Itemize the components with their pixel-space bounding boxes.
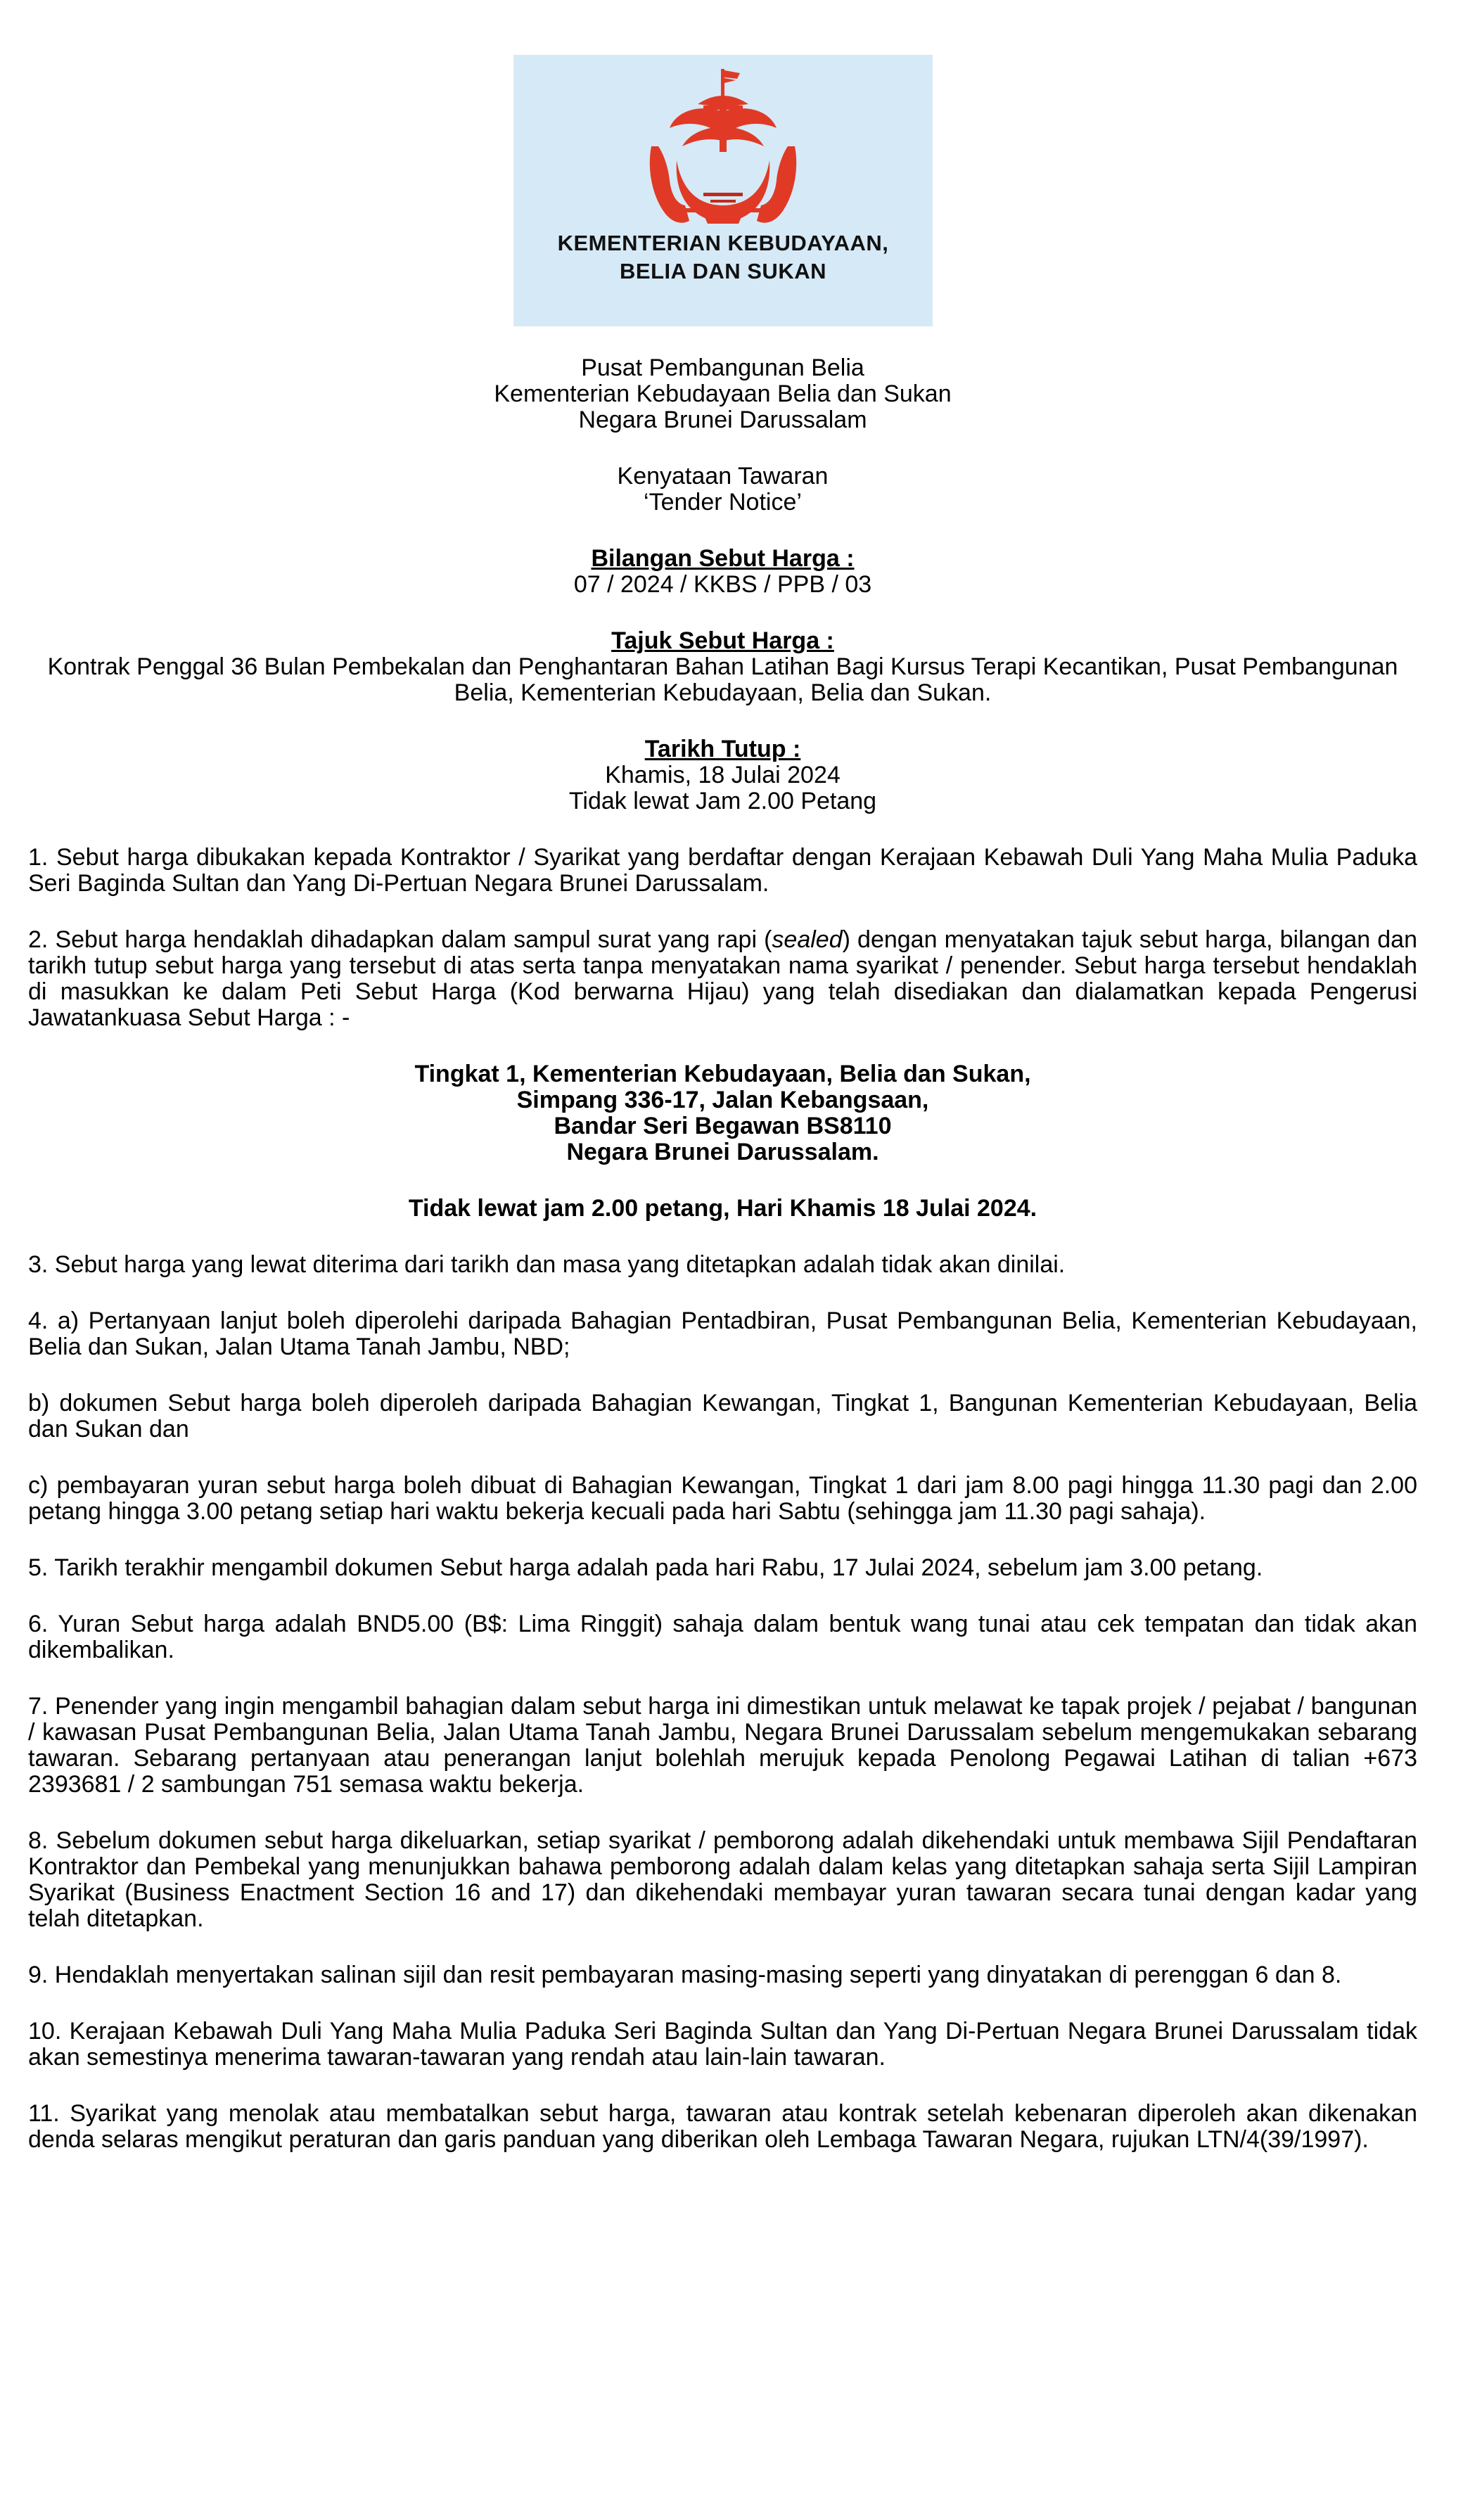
quote-number-value: 07 / 2024 / KKBS / PPB / 03: [573, 571, 872, 598]
notice-title-block: [28, 463, 1417, 516]
quote-title-value: Kontrak Penggal 36 Bulan Pembekalan dan Penghantaran Bahan Latihan Bagi Kursus Terapi Kecantikan, Pusat Pembangunan Belia, Kementerian Kebudayaan, Belia dan Sukan.: [47, 653, 1398, 706]
issuer-line: Pusat Pembangunan Belia: [581, 354, 864, 381]
paragraph-3: 3. Sebut harga yang lewat diterima dari tarikh dan masa yang ditetapkan adalah tidak akan dinilai.: [28, 1251, 1066, 1278]
paragraph-8: 8. Sebelum dokumen sebut harga dikeluarkan, setiap syarikat / pemborong adalah dikehendaki untuk membawa Sijil Pendaftaran Kontraktor dan Pembekal yang menunjukkan bahawa pemborong adalah dalam kelas yang ditetapkan sahaja serta Sijil Lampiran Syarikat (Business Enactment Section 16 and 17) dan dikehendaki membayar yuran tawaran secara tunai dengan kadar yang telah ditetapkan.: [28, 1827, 1417, 1932]
address-line: Bandar Seri Begawan BS8110: [554, 1113, 892, 1139]
issuer-line: Kementerian Kebudayaan Belia dan Sukan: [494, 380, 952, 407]
paragraph-5: 5. Tarikh terakhir mengambil dokumen Sebut harga adalah pada hari Rabu, 17 Julai 2024, sebelum jam 3.00 petang.: [28, 1554, 1263, 1581]
paragraph-6: 6. Yuran Sebut harga adalah BND5.00 (B$: Lima Ringgit) sahaja dalam bentuk wang tunai atau cek tempatan dan tidak akan dikembalikan.: [28, 1611, 1417, 1663]
closing-date-value: Khamis, 18 Julai 2024: [605, 762, 841, 788]
ministry-name-line2: BELIA DAN SUKAN: [620, 259, 826, 283]
issuer-line: Negara Brunei Darussalam: [578, 407, 867, 433]
quote-title-label: Tajuk Sebut Harga :: [611, 627, 834, 654]
notice-title: Kenyataan Tawaran: [617, 463, 829, 490]
paragraph-7: 7. Penender yang ingin mengambil bahagian dalam sebut harga ini dimestikan untuk melawat ke tapak projek / pejabat / bangunan / kawasan Pusat Pembangunan Belia, Jalan Utama Tanah Jambu, Negara Brunei Darussalam sebelum mengemukakan sebarang tawaran. Sebarang pertanyaan atau penerangan lanjut bolehlah merujuk kepada Penolong Pegawai Latihan di talian +673 2393681 / 2 sambungan 751 semasa waktu bekerja.: [28, 1693, 1417, 1798]
ministry-logo: [513, 55, 933, 326]
notice-content: [28, 355, 1417, 2153]
quote-title-block: [28, 628, 1417, 706]
paragraph-11: 11. Syarikat yang menolak atau membatalkan sebut harga, tawaran atau kontrak setelah kebenaran diperoleh akan dikenakan denda selaras mengikut peraturan dan garis panduan yang diberikan oleh Lembaga Tawaran Negara, rujukan LTN/4(39/1997).: [28, 2100, 1417, 2153]
paragraph-4c: c) pembayaran yuran sebut harga boleh dibuat di Bahagian Kewangan, Tingkat 1 dari jam 8.00 pagi hingga 11.30 pagi dan 2.00 petang hingga 3.00 petang setiap hari waktu bekerja kecuali pada hari Sabtu (sehingga jam 11.30 pagi sahaja).: [28, 1472, 1417, 1525]
address-line: Negara Brunei Darussalam.: [566, 1139, 879, 1165]
deadline-line: Tidak lewat jam 2.00 petang, Hari Khamis 18 Julai 2024.: [408, 1195, 1037, 1222]
paragraph-4a: 4. a) Pertanyaan lanjut boleh diperolehi daripada Bahagian Pentadbiran, Pusat Pembangunan Belia, Kementerian Kebudayaan, Belia dan Sukan, Jalan Utama Tanah Jambu, NBD;: [28, 1307, 1417, 1360]
paragraph-4b: b) dokumen Sebut harga boleh diperoleh daripada Bahagian Kewangan, Tingkat 1, Bangunan Kementerian Kebudayaan, Belia dan Sukan dan: [28, 1390, 1417, 1443]
sealed-term: sealed: [772, 926, 843, 953]
paragraph-9: 9. Hendaklah menyertakan salinan sijil dan resit pembayaran masing-masing seperti yang dinyatakan di perenggan 6 dan 8.: [28, 1962, 1342, 1988]
brunei-crest-icon: [513, 55, 933, 326]
closing-date-block: [28, 736, 1417, 814]
quote-number-label: Bilangan Sebut Harga :: [591, 545, 855, 572]
address-block: [28, 1061, 1417, 1165]
paragraph-10: 10. Kerajaan Kebawah Duli Yang Maha Mulia Paduka Seri Baginda Sultan dan Yang Di-Pertuan Negara Brunei Darussalam tidak akan semestinya menerima tawaran-tawaran yang rendah atau lain-lain tawaran.: [28, 2018, 1417, 2071]
paragraph-1: 1. Sebut harga dibukakan kepada Kontraktor / Syarikat yang berdaftar dengan Kerajaan Kebawah Duli Yang Maha Mulia Paduka Seri Baginda Sultan dan Yang Di-Pertuan Negara Brunei Darussalam.: [28, 844, 1417, 897]
issuer-block: [28, 355, 1417, 433]
quote-number-block: [28, 546, 1417, 598]
notice-subtitle: ‘Tender Notice’: [644, 489, 802, 516]
address-line: Simpang 336-17, Jalan Kebangsaan,: [516, 1087, 929, 1113]
closing-date-label: Tarikh Tutup :: [644, 736, 801, 762]
address-line: Tingkat 1, Kementerian Kebudayaan, Belia dan Sukan,: [414, 1061, 1031, 1087]
ministry-name-line1: KEMENTERIAN KEBUDAYAAN,: [557, 231, 889, 255]
paragraph-2: 2. Sebut harga hendaklah dihadapkan dalam sampul surat yang rapi (sealed) dengan menyatakan tajuk sebut harga, bilangan dan tarikh tutup sebut harga yang tersebut di atas serta tanpa menyatakan nama syarikat / penender. Sebut harga tersebut hendaklah di masukkan ke dalam Peti Sebut Harga (Kod berwarna Hijau) yang telah disediakan dan dialamatkan kepada Pengerusi Jawatankuasa Sebut Harga : -: [28, 926, 1417, 1031]
closing-time-value: Tidak lewat Jam 2.00 Petang: [568, 788, 877, 814]
